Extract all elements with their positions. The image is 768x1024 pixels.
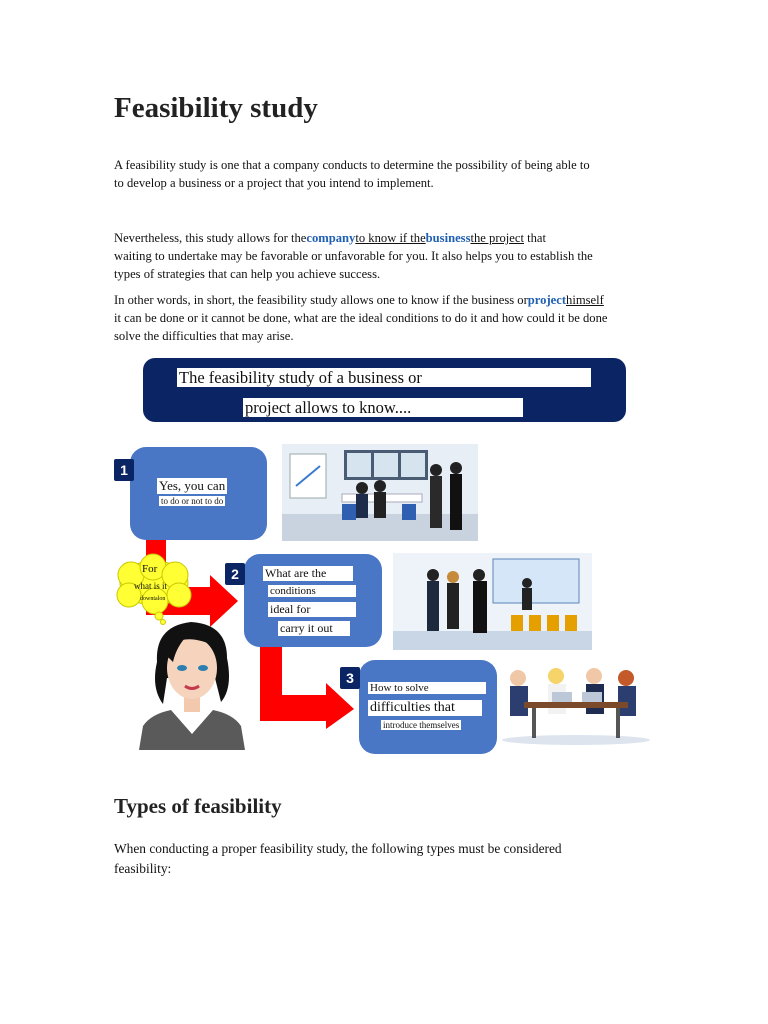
company-link[interactable]: company: [306, 231, 356, 245]
step-2-line-1: What are the: [263, 566, 353, 581]
cloud-line-2: what is it: [134, 581, 167, 591]
intro-line-2: to develop a business or a project that you intend to implement.: [114, 176, 434, 190]
p3-line-2: it can be done or it cannot be done, what are the ideal conditions to do it and how could it be done: [114, 311, 608, 325]
page-title: Feasibility study: [114, 92, 318, 124]
team-desk-illustration: [498, 658, 654, 746]
step-1-subtitle: to do or not to do: [161, 496, 224, 506]
step-3-number: 3: [340, 667, 360, 689]
step-1-number: 1: [114, 459, 134, 481]
presentation-illustration: [393, 553, 592, 650]
banner-line-2: project allows to know....: [243, 398, 523, 417]
section-2-title: Types of feasibility: [114, 794, 282, 818]
p3-text-1: In other words, in short, the feasibility study allows one to know if the business or: [114, 293, 528, 307]
section-2-paragraph: [114, 839, 644, 879]
banner-line-1: The feasibility study of a business or: [177, 368, 591, 387]
p2-line-3: types of strategies that can help you achieve success.: [114, 267, 381, 281]
infographic-banner: [143, 358, 626, 422]
cloud-line-1: For: [142, 563, 158, 575]
p3-text-3: himself: [566, 293, 604, 307]
p2-text-6: that: [523, 231, 547, 245]
step-2-line-3: ideal for: [268, 602, 356, 617]
intro-paragraph: [114, 156, 644, 192]
step-2-number: 2: [225, 563, 245, 585]
step-1-title: Yes, you can: [159, 478, 226, 493]
s2-line-1: When conducting a proper feasibility study, the following types must be considered: [114, 841, 562, 856]
businesswoman-illustration: [137, 618, 247, 750]
meeting-illustration: [282, 444, 478, 541]
p2-line-2: waiting to undertake may be favorable or unfavorable for you. It also helps you to establish the: [114, 249, 593, 263]
p2-text-1: Nevertheless, this study allows for the: [114, 231, 307, 245]
step-3-line-2: difficulties that: [368, 700, 482, 716]
step-3-line-3: introduce themselves: [383, 720, 460, 730]
business-link[interactable]: business: [425, 231, 471, 245]
p2-text-5: the project: [470, 231, 524, 245]
step-2-line-2: conditions: [268, 585, 356, 597]
intro-line-1: A feasibility study is one that a company conducts to determine the possibility of being able to: [114, 158, 590, 172]
paragraph-3: [114, 291, 644, 345]
s2-line-2: feasibility:: [114, 861, 172, 876]
project-link[interactable]: project: [527, 293, 567, 307]
p2-text-3: to know if the: [355, 231, 426, 245]
cloud-line-3: downtalon: [140, 596, 166, 602]
p3-line-3: solve the difficulties that may arise.: [114, 329, 294, 343]
step-3-line-1: How to solve: [368, 682, 486, 694]
step-2-line-4: carry it out: [278, 621, 350, 636]
paragraph-2: [114, 229, 644, 283]
